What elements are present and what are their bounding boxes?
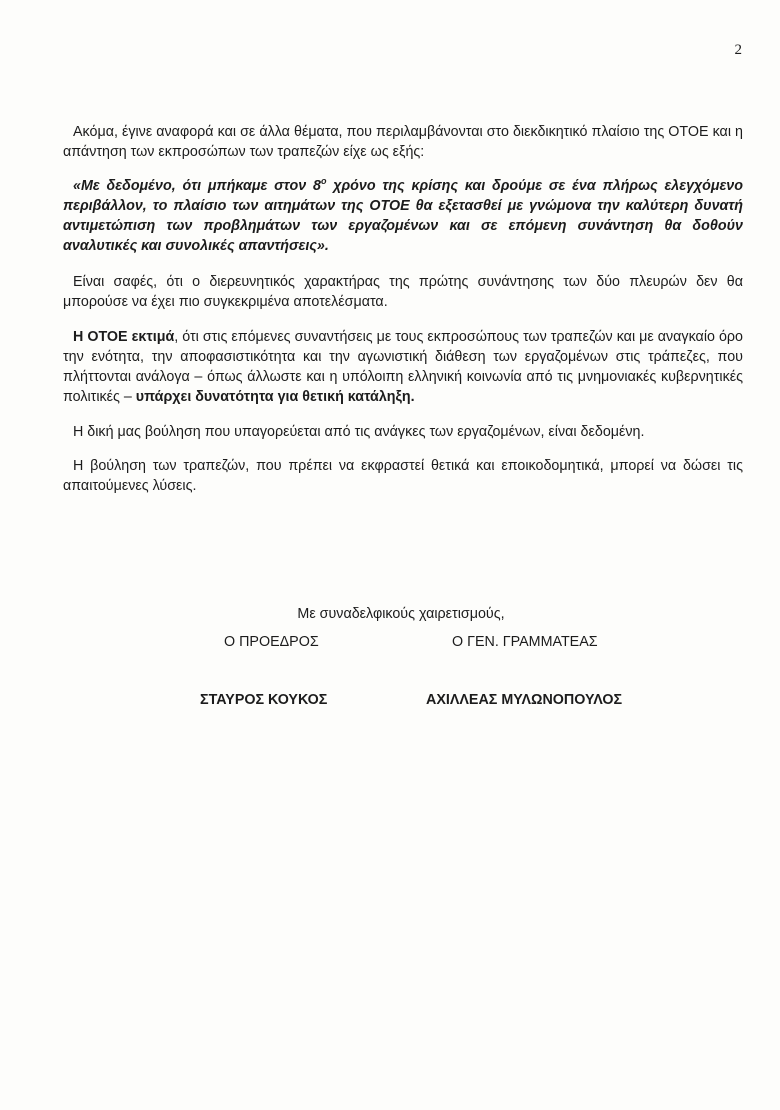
closing-salutation: Με συναδελφικούς χαιρετισμούς, xyxy=(297,606,505,622)
quote-superscript: ο xyxy=(320,176,327,187)
paragraph-otoe-assessment xyxy=(63,327,743,407)
paragraph-our-will: Η δική μας βούληση που υπαγορεύεται από τις ανάγκες των εργαζομένων, είναι δεδομένη. xyxy=(73,424,645,440)
letter-body xyxy=(63,122,743,510)
paragraph-other-issues: Ακόμα, έγινε αναφορά και σε άλλα θέματα, που περιλαμβάνονται στο διεκδικητικό πλαίσιο της ΟΤΟΕ και η απάντηση των εκπροσώπων των τραπεζών είχε ως εξής: xyxy=(63,124,743,160)
general-secretary-name: ΑΧΙΛΛΕΑΣ ΜΥΛΩΝΟΠΟΥΛΟΣ xyxy=(426,692,623,708)
general-secretary-title: Ο ΓΕΝ. ΓΡΑΜΜΑΤΕΑΣ xyxy=(452,634,598,650)
paragraph-banks-reply-quote xyxy=(63,176,743,256)
quote-text-end: χρόνο της κρίσης και δρούμε σε ένα πλήρως ελεγχόμενο περιβάλλον, το πλαίσιο των αιτημάτων της ΟΤΟΕ θα εξετασθεί με γνώμονα την καλύτερη δυνατή αντιμετώπιση των προβλημάτων των εργαζομένων και σε επόμενη συνάντηση θα δοθούν αναλυτικές και συνολικές απαντήσεις». xyxy=(63,178,743,254)
otoe-assessment-conclusion: υπάρχει δυνατότητα για θετική κατάληξη. xyxy=(135,389,415,405)
otoe-assessment-body: , ότι στις επόμενες συναντήσεις με τους εκπροσώπους των τραπεζών και με αναγκαίο όρο την ενότητα, την αποφασιστικότητα και την αγωνιστική διάθεση των εργαζομένων στις τράπεζες, που πλήττονται ανάλογα – όπως άλλωστε και η υπόλοιπη ελληνική κοινωνία από τις μνημονιακές κυβερνητικές πολιτικές – xyxy=(63,329,743,405)
president-title: Ο ΠΡΟΕΔΡΟΣ xyxy=(224,634,319,650)
paragraph-banks-will: Η βούληση των τραπεζών, που πρέπει να εκφραστεί θετικά και εποικοδομητικά, μπορεί να δώσει τις απαιτούμενες λύσεις. xyxy=(63,458,743,494)
quote-text-start: «Με δεδομένο, ότι μπήκαμε στον 8 xyxy=(73,178,321,194)
paragraph-exploratory-meeting: Είναι σαφές, ότι ο διερευνητικός χαρακτήρας της πρώτης συνάντησης των δύο πλευρών δεν θα μπορούσε να έχει πιο συγκεκριμένα αποτελέσματα. xyxy=(63,274,743,310)
president-name: ΣΤΑΥΡΟΣ ΚΟΥΚΟΣ xyxy=(200,692,328,708)
otoe-assessment-lead: Η ΟΤΟΕ εκτιμά xyxy=(73,329,175,345)
page-number: 2 xyxy=(734,42,742,58)
